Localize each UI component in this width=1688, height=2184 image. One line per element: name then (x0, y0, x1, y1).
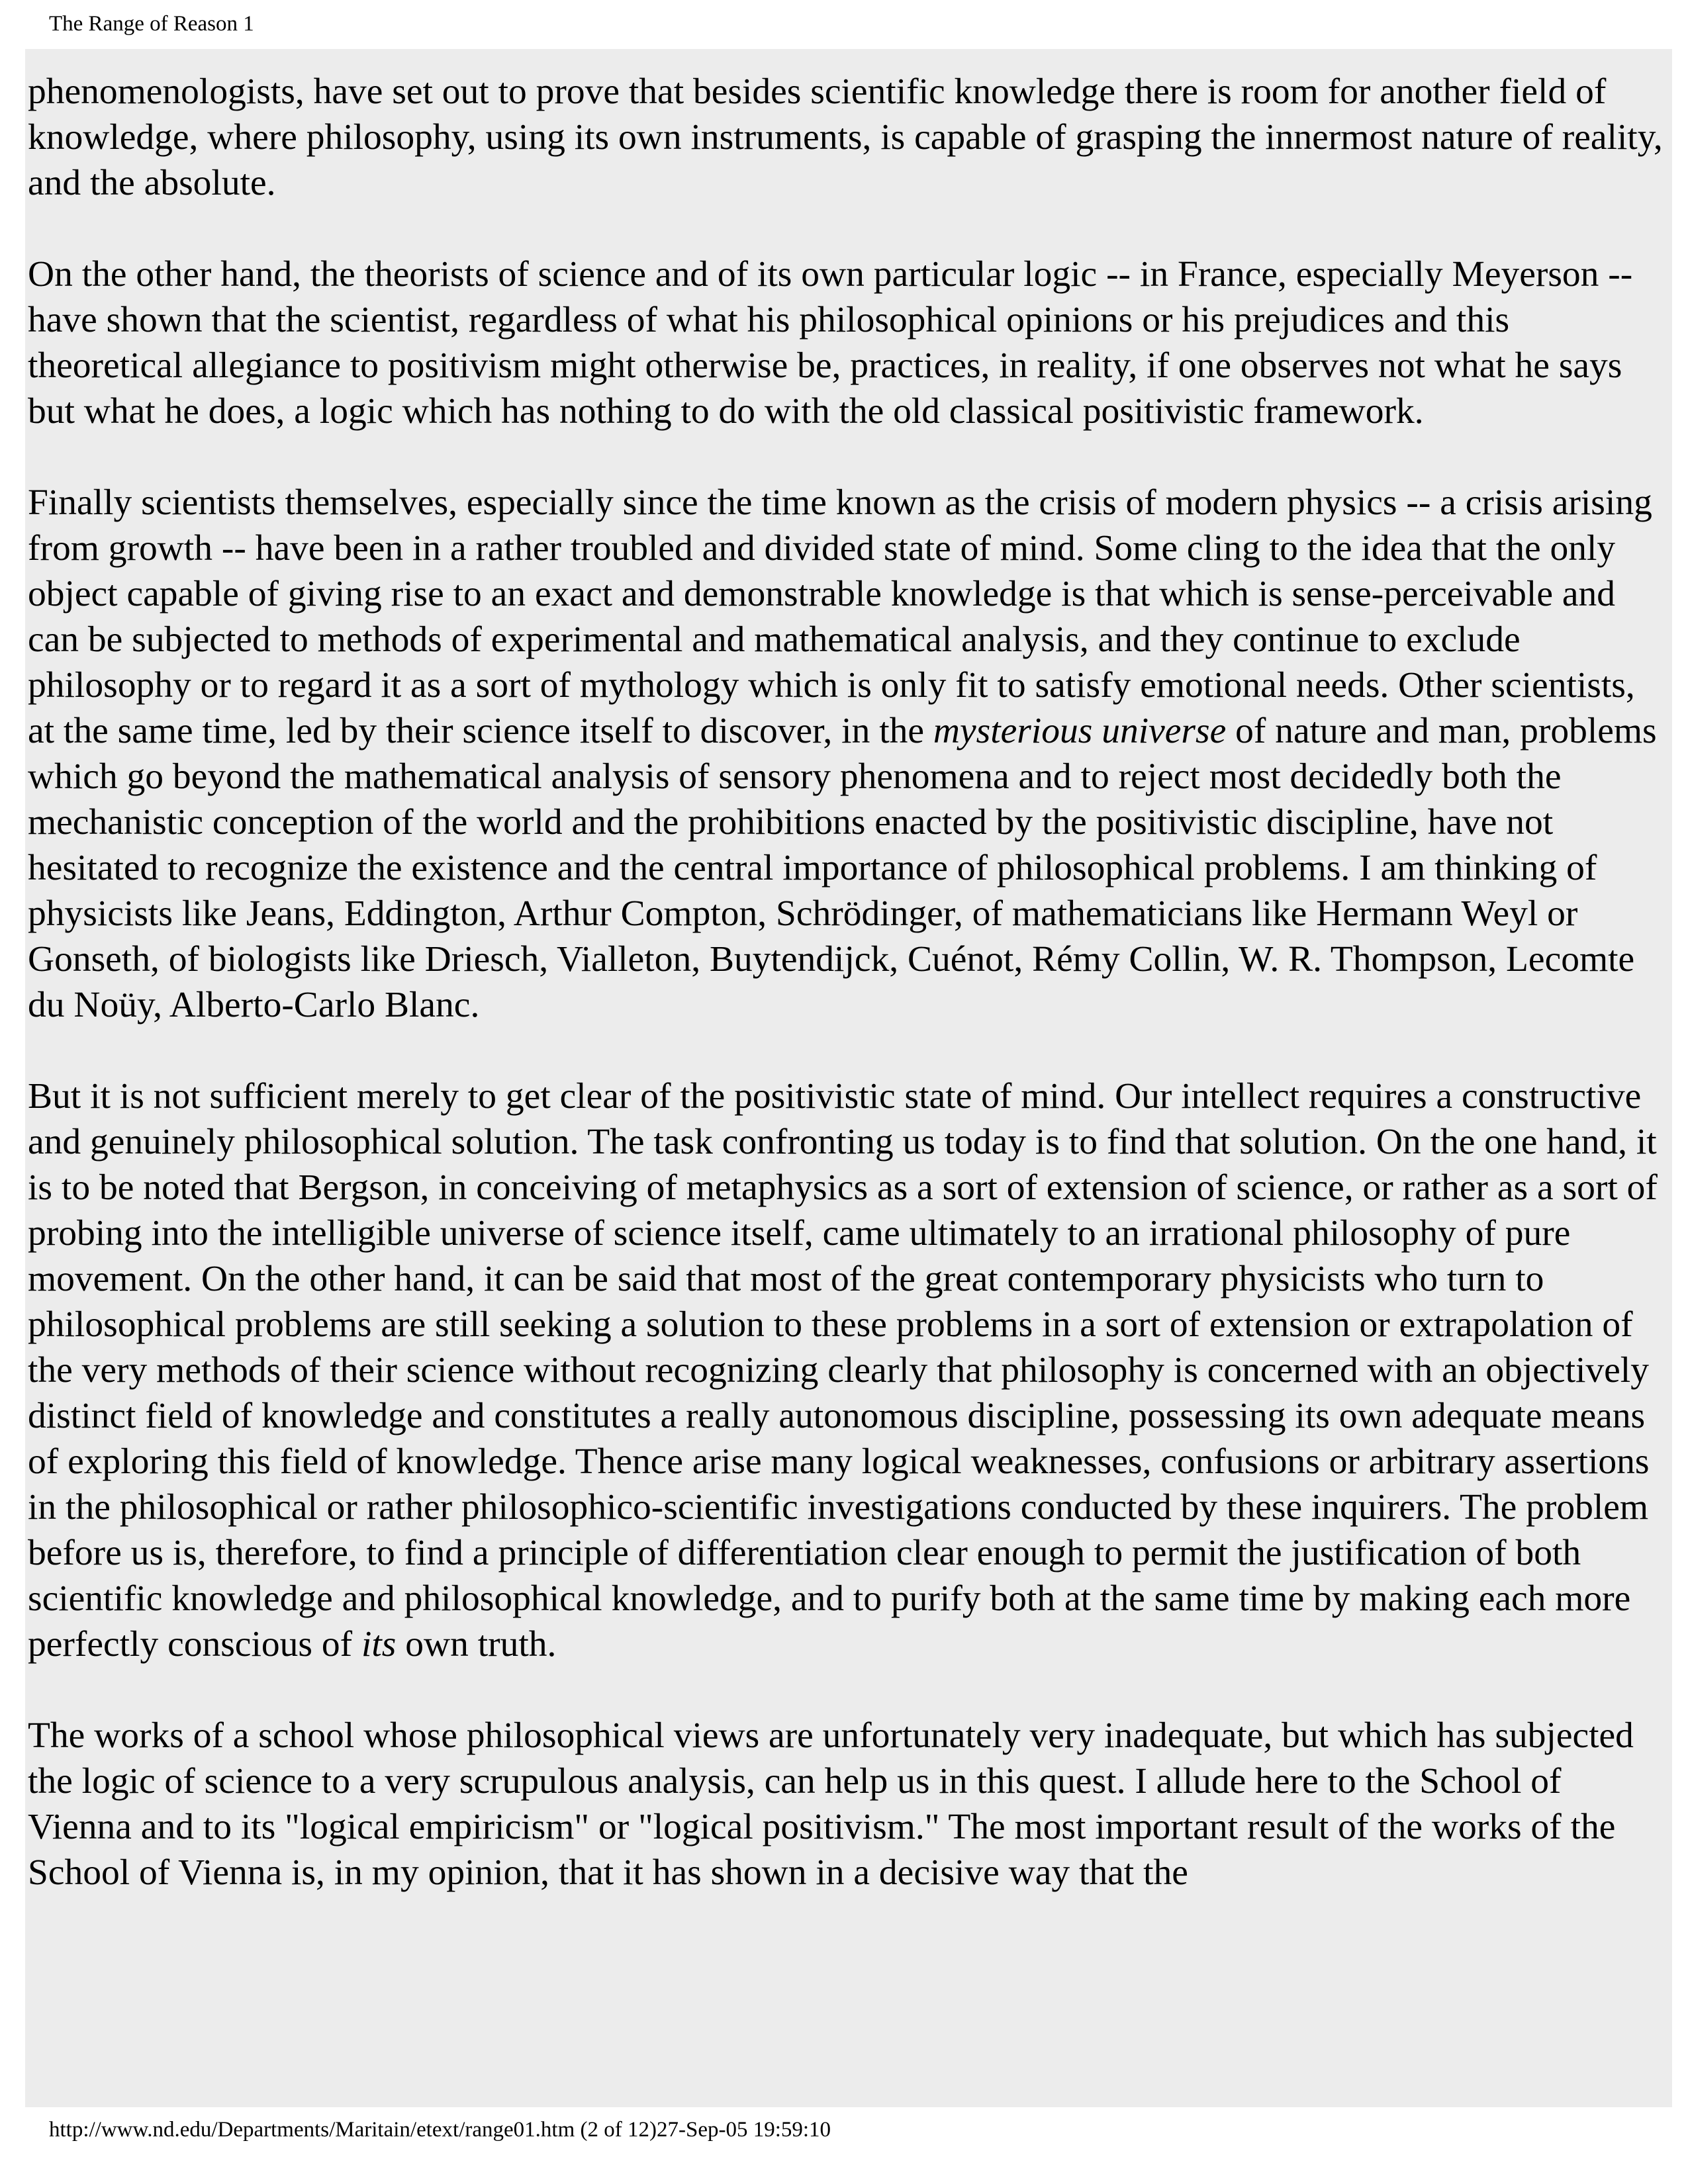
content-panel (25, 49, 1672, 2107)
page-header-title: The Range of Reason 1 (49, 12, 254, 36)
paragraph-3-text-start: Finally scientists themselves, especially since the time known as the crisis of modern physics -- a crisis arising from growth -- have been in a rather troubled and divided state of mind. Some cling to the idea that the only object capable of giving rise to an exact and demonstrable knowledge is that which is sense-perceivable and can be subjected to methods of experimental and mathematical analysis, and they continue to exclude philosophy or to regard it as a sort of mythology which is only fit to satisfy emotional needs. Other scientists, at the same time, led by their science itself to discover, in the (28, 482, 1652, 751)
paragraph-4-text-start: But it is not sufficient merely to get clear of the positivistic state of mind. Our intellect requires a constructive and genuinely philosophical solution. The task confronting us today is to find that solution. On the one hand, it is to be noted that Bergson, in conceiving of metaphysics as a sort of extension of science, or rather as a sort of probing into the intelligible universe of science itself, came ultimately to an irrational philosophy of pure movement. On the other hand, it can be said that most of the great contemporary physicists who turn to philosophical problems are still seeking a solution to these problems in a sort of extension or extrapolation of the very methods of their science without recognizing clearly that philosophy is concerned with an objectively distinct field of knowledge and constitutes a really autonomous discipline, possessing its own adequate means of exploring this field of knowledge. Thence arise many logical weaknesses, confusions or arbitrary assertions in the philosophical or rather philosophico-scientific investigations conducted by these inquirers. The problem before us is, therefore, to find a principle of differentiation clear enough to permit the justification of both scientific knowledge and philosophical knowledge, and to purify both at the same time by making each more perfectly conscious of (28, 1076, 1658, 1664)
paragraph-3-text-end: of nature and man, problems which go beyond the mathematical analysis of sensory phenomena and to reject most decidedly both the mechanistic conception of the world and the prohibitions enacted by the positivistic discipline, have not hesitated to recognize the existence and the central importance of philosophical problems. I am thinking of physicists like Jeans, Eddington, Arthur Compton, Schrödinger, of mathematicians like Hermann Weyl or Gonseth, of biologists like Driesch, Vialleton, Buytendijck, Cuénot, Rémy Collin, W. R. Thompson, Lecomte du Noüy, Alberto-Carlo Blanc. (28, 711, 1657, 1025)
paragraph-4 (28, 1073, 1669, 1667)
paragraph-1: phenomenologists, have set out to prove that besides scientific knowledge there is room for another field of knowledge, where philosophy, using its own instruments, is capable of grasping the innermost nature of reality, and the absolute. (28, 71, 1663, 203)
paragraph-2: On the other hand, the theorists of science and of its own particular logic -- in France, especially Meyerson -- have shown that the scientist, regardless of what his philosophical opinions or his prejudices and this theoretical allegiance to positivism might otherwise be, practices, in reality, if one observes not what he says but what he does, a logic which has nothing to do with the old classical positivistic framework. (28, 254, 1633, 432)
page-header (49, 9, 254, 38)
paragraph-3-italic-phrase: mysterious universe (933, 711, 1227, 751)
paragraph-3 (28, 480, 1669, 1028)
footer-url: http://www.nd.edu/Departments/Maritain/etext/range01.htm (49, 2118, 575, 2142)
paragraph-4-italic-word: its (361, 1624, 397, 1664)
footer-page-info: (2 of 12) (575, 2118, 657, 2142)
paragraph-5: The works of a school whose philosophical views are unfortunately very inadequate, but which has subjected the logic of science to a very scrupulous analysis, can help us in this quest. I allude here to the School of Vienna and to its "logical empiricism" or "logical positivism." The most important result of the works of the School of Vienna is, in my opinion, that it has shown in a decisive way that the (28, 1715, 1634, 1893)
paragraph-4-text-end: own truth. (396, 1624, 557, 1664)
footer-timestamp: 27-Sep-05 19:59:10 (656, 2118, 831, 2142)
page-footer (49, 2115, 831, 2144)
